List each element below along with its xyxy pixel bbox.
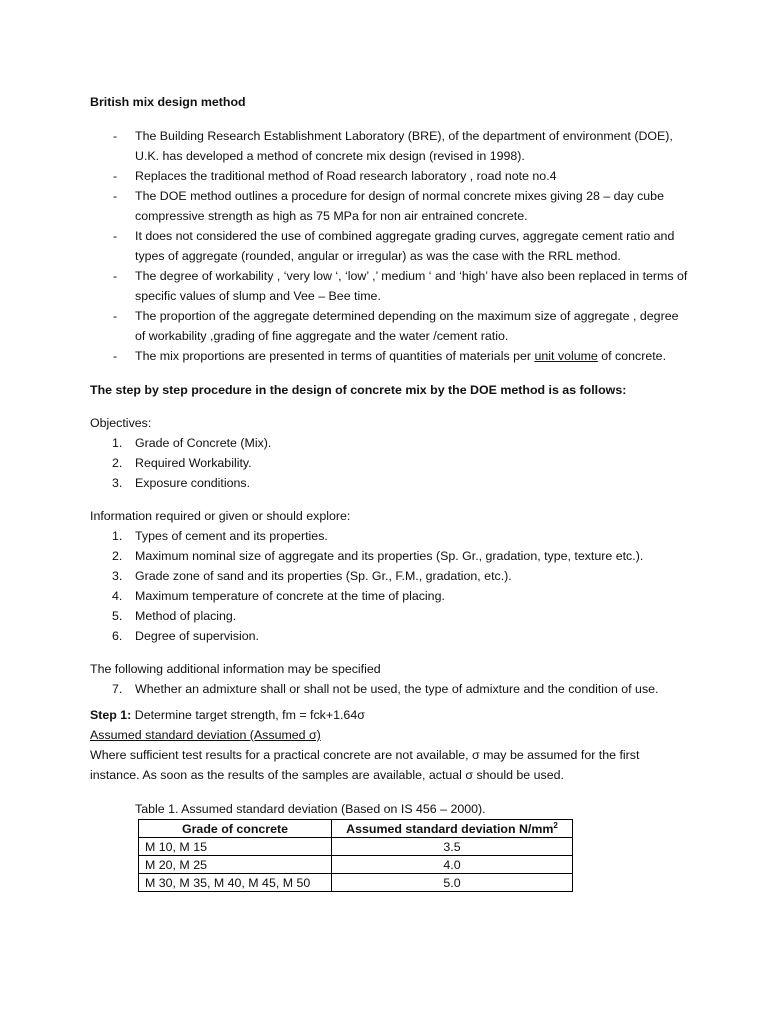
dash-icon: - (113, 189, 118, 203)
table-row (139, 856, 573, 874)
bullet-item: - The DOE method outlines a procedure for design of normal concrete mixes giving 28 – day cube compressive strength as high as 75 MPa for non air entrained concrete. (90, 186, 690, 226)
bullet-item: - Replaces the traditional method of Road research laboratory , road note no.4 (90, 166, 690, 186)
objectives-label: Objectives: (90, 416, 152, 430)
dash-icon: - (113, 349, 118, 363)
intro-bullet-list (90, 126, 690, 366)
step1-text: Determine target strength, fm = fck+1.64σ (131, 708, 365, 722)
document-page (90, 92, 690, 892)
grade-cell: M 10, M 15 (139, 838, 332, 856)
dash-icon: - (113, 169, 118, 183)
dash-icon: - (113, 129, 118, 143)
step1-line (90, 705, 690, 725)
bullet-item: - The mix proportions are presented in terms of quantities of materials per unit volume of concrete. (90, 346, 690, 366)
list-item: 2. Maximum nominal size of aggregate and its properties (Sp. Gr., gradation, type, texture etc.). (112, 549, 644, 563)
sd-cell: 3.5 (332, 838, 573, 856)
list-item: 2. Required Workability. (112, 456, 252, 470)
underlined-term: unit volume (534, 349, 598, 363)
table-header-row (139, 820, 573, 838)
grade-cell: M 20, M 25 (139, 856, 332, 874)
list-item: 6. Degree of supervision. (112, 629, 259, 643)
bullet-item: - The degree of workability , ‘very low ‘, ‘low’ ,’ medium ‘ and ‘high’ have also been replaced in terms of specific values of slump and Vee – Bee time. (90, 266, 690, 306)
list-item: 3. Exposure conditions. (112, 476, 251, 490)
sd-cell: 5.0 (332, 874, 573, 892)
list-item: 5. Method of placing. (112, 609, 237, 623)
list-item: 1. Grade of Concrete (Mix). (112, 436, 272, 450)
header-sd: Assumed standard deviation $N/mm^2$ (332, 820, 573, 838)
info-list (90, 526, 690, 646)
list-item: 4. Maximum temperature of concrete at the time of placing. (112, 589, 445, 603)
dash-icon: - (113, 269, 118, 283)
step1-paragraph: Where sufficient test results for a practical concrete are not available, σ may be assumed for the first instance. As soon as the results of the samples are available, actual σ should be used. (90, 748, 640, 782)
dash-icon: - (113, 229, 118, 243)
table-row (139, 874, 573, 892)
bullet-item: - The Building Research Establishment Laboratory (BRE), of the department of environment (DOE), U.K. has developed a method of concrete mix design (revised in 1998). (90, 126, 690, 166)
procedure-heading: The step by step procedure in the design of concrete mix by the DOE method is as follows: (90, 383, 627, 397)
table-caption: Table 1. Assumed standard deviation (Based on IS 456 – 2000). (135, 802, 486, 816)
bullet-item: - The proportion of the aggregate determined depending on the maximum size of aggregate , degree of workability ,grading of fine aggregate and the water /cement ratio. (90, 306, 690, 346)
objectives-list (90, 433, 690, 493)
header-grade: Grade of concrete (139, 820, 332, 838)
std-deviation-table (138, 819, 573, 892)
step1-subheading: Assumed standard deviation (Assumed σ) (90, 728, 321, 742)
step1-label: Step 1: (90, 708, 132, 722)
table-row (139, 838, 573, 856)
dash-icon: - (113, 309, 118, 323)
list-item: 7. Whether an admixture shall or shall not be used, the type of admixture and the condition of use. (112, 682, 659, 696)
page-title: British mix design method (90, 95, 246, 109)
additional-label: The following additional information may be specified (90, 662, 381, 676)
additional-list (90, 679, 690, 699)
list-item: 1. Types of cement and its properties. (112, 529, 328, 543)
grade-cell: M 30, M 35, M 40, M 45, M 50 (139, 874, 332, 892)
info-label: Information required or given or should explore: (90, 509, 351, 523)
bullet-item: - It does not considered the use of combined aggregate grading curves, aggregate cement ratio and types of aggregate (rounded, angular or irregular) as was the case with the RRL method. (90, 226, 690, 266)
list-item: 3. Grade zone of sand and its properties (Sp. Gr., F.M., gradation, etc.). (112, 569, 512, 583)
sd-cell: 4.0 (332, 856, 573, 874)
